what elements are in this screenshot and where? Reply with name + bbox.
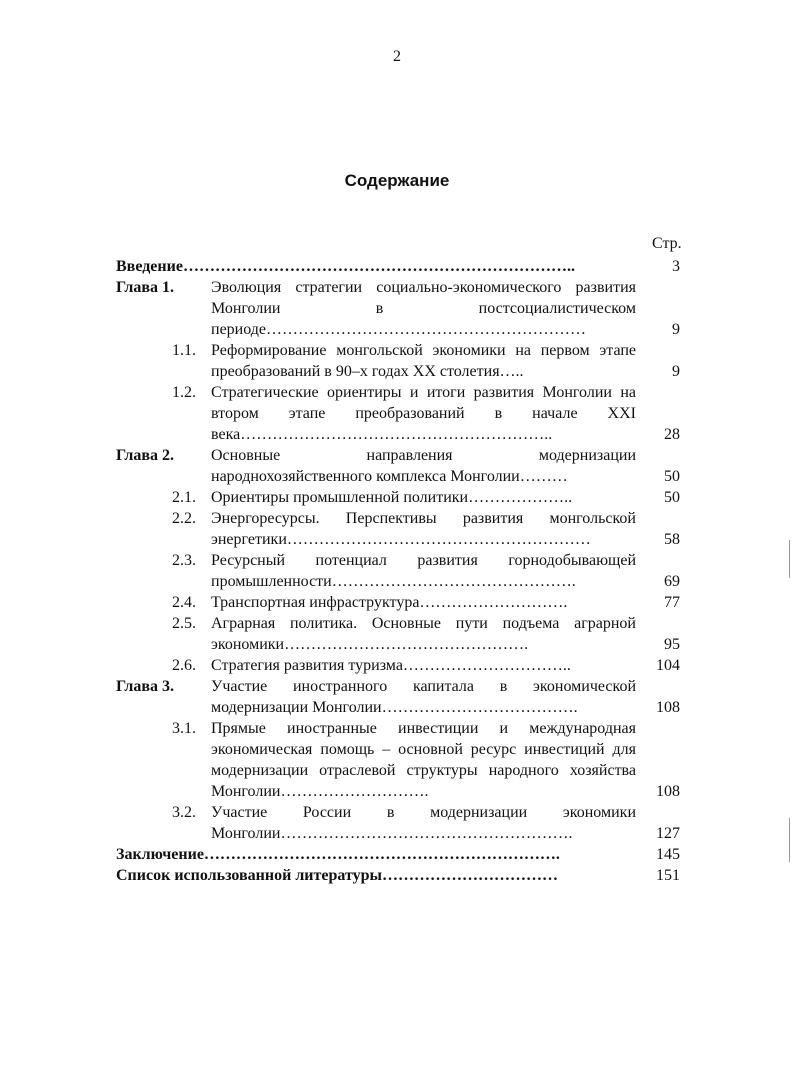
toc-entry-page: 104 [656,657,680,674]
toc-entry-text: Транспортная инфраструктура………………………. [211,594,568,611]
toc-entry-page: 77 [664,594,680,611]
toc-entry-page: 3 [672,258,680,275]
toc-entry-text: Ориентиры промышленной политики……………….. [211,489,573,506]
toc-entry-text: Прямые иностранные инвестиции и международная экономическая помощь – основной ресурс инвестиций для модернизации отраслевой структуры народного хозяйства Монголии………………………. [211,720,636,800]
toc-entry-text: Стратегия развития туризма………………………….. [211,657,571,674]
toc-entry-text: Введение……………………………………………………………….. [116,258,575,275]
toc-entry-label: 2.4. [172,594,196,611]
toc-entry-page: 50 [664,489,680,506]
toc-entry-label: Глава 2. [116,447,174,464]
toc-entry-text: Участие России в модернизации экономики Монголии………………………………………………. [211,804,636,842]
toc-entry-text: Аграрная политика. Основные пути подъема аграрной экономики………………………………………. [211,615,636,653]
scan-margin-mark [789,818,790,862]
toc-entry [116,340,680,382]
toc-entry-label: 1.2. [172,384,196,401]
toc-entry-text: Список использованной литературы…………………………… [116,867,558,884]
page-number: 2 [393,48,401,65]
toc-entry [116,676,680,718]
toc-entry [116,592,680,613]
toc-entry-label: 2.5. [172,615,196,632]
toc-entry-page: 95 [664,636,680,653]
toc-entry-page: 58 [664,531,680,548]
toc-entry [116,508,680,550]
toc-entry-label: 2.3. [172,552,196,569]
toc-entry [116,802,680,844]
toc-entry-page: 151 [656,867,680,884]
table-of-contents [116,256,680,886]
toc-entry [116,865,680,886]
toc-entry-label: Глава 3. [116,678,174,695]
toc-entry [116,277,680,340]
toc-entry-page: 127 [656,825,680,842]
toc-entry-page: 108 [656,699,680,716]
toc-entry [116,844,680,865]
toc-entry-label: 2.6. [172,657,196,674]
toc-entry [116,256,680,277]
toc-entry [116,718,680,802]
toc-entry-text: Ресурсный потенциал развития горнодобывающей промышленности………………………………………. [211,552,636,590]
page-column-header: Стр. [652,235,682,252]
toc-entry [116,382,680,445]
toc-entry-page: 145 [656,846,680,863]
toc-entry-label: 3.2. [172,804,196,821]
toc-entry-text: Энергоресурсы. Перспективы развития монгольской энергетики………………………………………………… [211,510,636,548]
scan-margin-mark [789,540,790,578]
toc-entry-text: Участие иностранного капитала в экономической модернизации Монголии………………………………. [211,678,636,716]
toc-entry-page: 9 [672,321,680,338]
toc-entry-label: 1.1. [172,342,196,359]
toc-entry-label: 3.1. [172,720,196,737]
toc-entry [116,445,680,487]
toc-entry [116,550,680,592]
toc-entry-label: Глава 1. [116,279,174,296]
toc-entry-page: 9 [672,363,680,380]
page-title: Содержание [344,171,450,190]
toc-entry [116,613,680,655]
toc-entry-label: 2.2. [172,510,196,527]
toc-entry-page: 69 [664,573,680,590]
toc-entry-label: 2.1. [172,489,196,506]
toc-entry-text: Реформирование монгольской экономики на первом этапе преобразований в 90–х годах XX столетия….. [211,342,636,380]
toc-entry-text: Заключение…………………………………………………………. [116,846,560,863]
toc-entry [116,487,680,508]
toc-entry-text: Основные направления модернизации народнохозяйственного комплекса Монголии……… [211,447,636,485]
toc-entry-text: Эволюция стратегии социально-экономического развития Монголии в постсоциалистическом периоде…………………………………………………… [211,279,636,338]
toc-entry-text: Стратегические ориентиры и итоги развития Монголии на втором этапе преобразований в начале XXI века………………………………………………….. [211,384,636,443]
toc-entry-page: 50 [664,468,680,485]
toc-entry [116,655,680,676]
toc-entry-page: 28 [664,426,680,443]
toc-entry-page: 108 [656,783,680,800]
